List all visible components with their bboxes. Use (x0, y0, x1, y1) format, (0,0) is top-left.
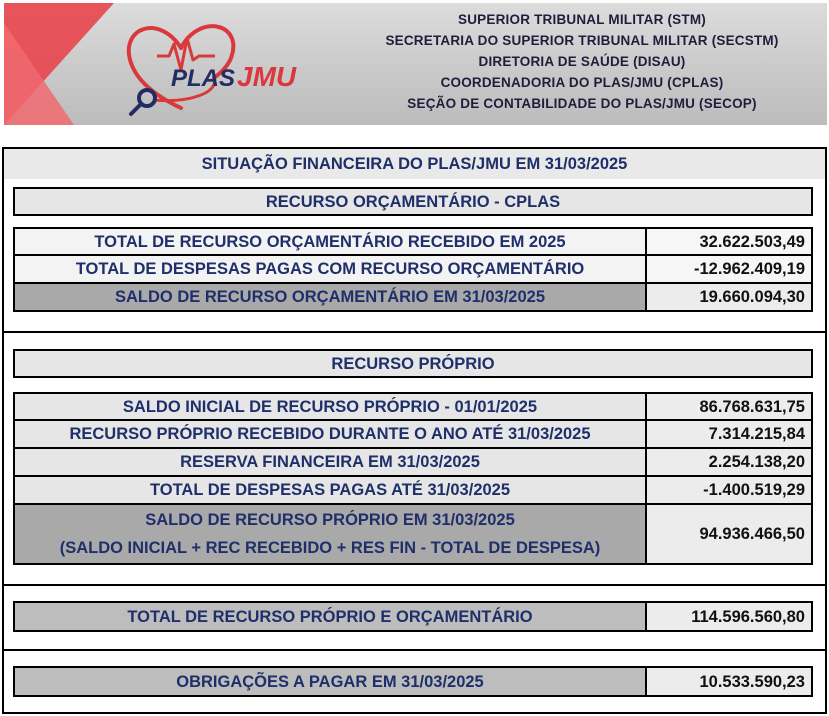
row-value: 2.254.138,20 (645, 447, 813, 477)
total-value: 114.596.560,80 (645, 601, 813, 632)
row-label: RESERVA FINANCEIRA EM 31/03/2025 (13, 447, 647, 477)
row-label-saldo-proprio (13, 503, 647, 565)
row-value: 32.622.503,49 (645, 227, 813, 256)
row-label: RECURSO PRÓPRIO RECEBIDO DURANTE O ANO ATÉ 31/03/2025 (13, 419, 647, 449)
svg-text:JMU: JMU (237, 61, 297, 92)
header-institution-lines (344, 9, 820, 114)
row-value: -12.962.409,19 (645, 254, 813, 284)
section-divider (2, 584, 827, 586)
row-label: TOTAL DE DESPESAS PAGAS ATÉ 31/03/2025 (13, 475, 647, 505)
row-label: TOTAL DE DESPESAS PAGAS COM RECURSO ORÇAMENTÁRIO (13, 254, 647, 284)
section-divider (2, 331, 827, 333)
banner-decoration-left-light (4, 23, 74, 125)
saldo-label-line1: SALDO DE RECURSO PRÓPRIO EM 31/03/2025 (145, 511, 515, 529)
header-line: COORDENADORIA DO PLAS/JMU (CPLAS) (440, 75, 724, 90)
header-banner (4, 3, 827, 125)
report-title: SITUAÇÃO FINANCEIRA DO PLAS/JMU EM 31/03/2025 (4, 149, 825, 179)
header-line: SUPERIOR TRIBUNAL MILITAR (STM) (458, 12, 706, 27)
logo-text: PLAS (171, 65, 236, 92)
obrigacoes-label: OBRIGAÇÕES A PAGAR EM 31/03/2025 (13, 666, 647, 697)
saldo-label-line2: (SALDO INICIAL + REC RECEBIDO + RES FIN - TOTAL DE DESPESA) (59, 539, 601, 557)
header-line: SECRETARIA DO SUPERIOR TRIBUNAL MILITAR (SECSTM) (385, 33, 779, 48)
row-label: SALDO INICIAL DE RECURSO PRÓPRIO - 01/01/2025 (13, 392, 647, 421)
row-value: 7.314.215,84 (645, 419, 813, 449)
section-heading-orcamentario: RECURSO ORÇAMENTÁRIO - CPLAS (13, 187, 813, 216)
row-value-saldo: 19.660.094,30 (645, 282, 813, 312)
section-divider (2, 649, 827, 651)
section-heading-proprio: RECURSO PRÓPRIO (13, 349, 813, 378)
header-line: SEÇÃO DE CONTABILIDADE DO PLAS/JMU (SECOP) (407, 96, 757, 111)
row-label-saldo: SALDO DE RECURSO ORÇAMENTÁRIO EM 31/03/2025 (13, 282, 647, 312)
row-value: 86.768.631,75 (645, 392, 813, 421)
header-line: DIRETORIA DE SAÚDE (DISAU) (478, 54, 686, 69)
plas-jmu-logo (119, 8, 339, 120)
row-value: -1.400.519,29 (645, 475, 813, 505)
total-label: TOTAL DE RECURSO PRÓPRIO E ORÇAMENTÁRIO (13, 601, 647, 632)
obrigacoes-value: 10.533.590,23 (645, 666, 813, 697)
row-value-saldo-proprio: 94.936.466,50 (645, 503, 813, 565)
row-label: TOTAL DE RECURSO ORÇAMENTÁRIO RECEBIDO EM 2025 (13, 227, 647, 256)
